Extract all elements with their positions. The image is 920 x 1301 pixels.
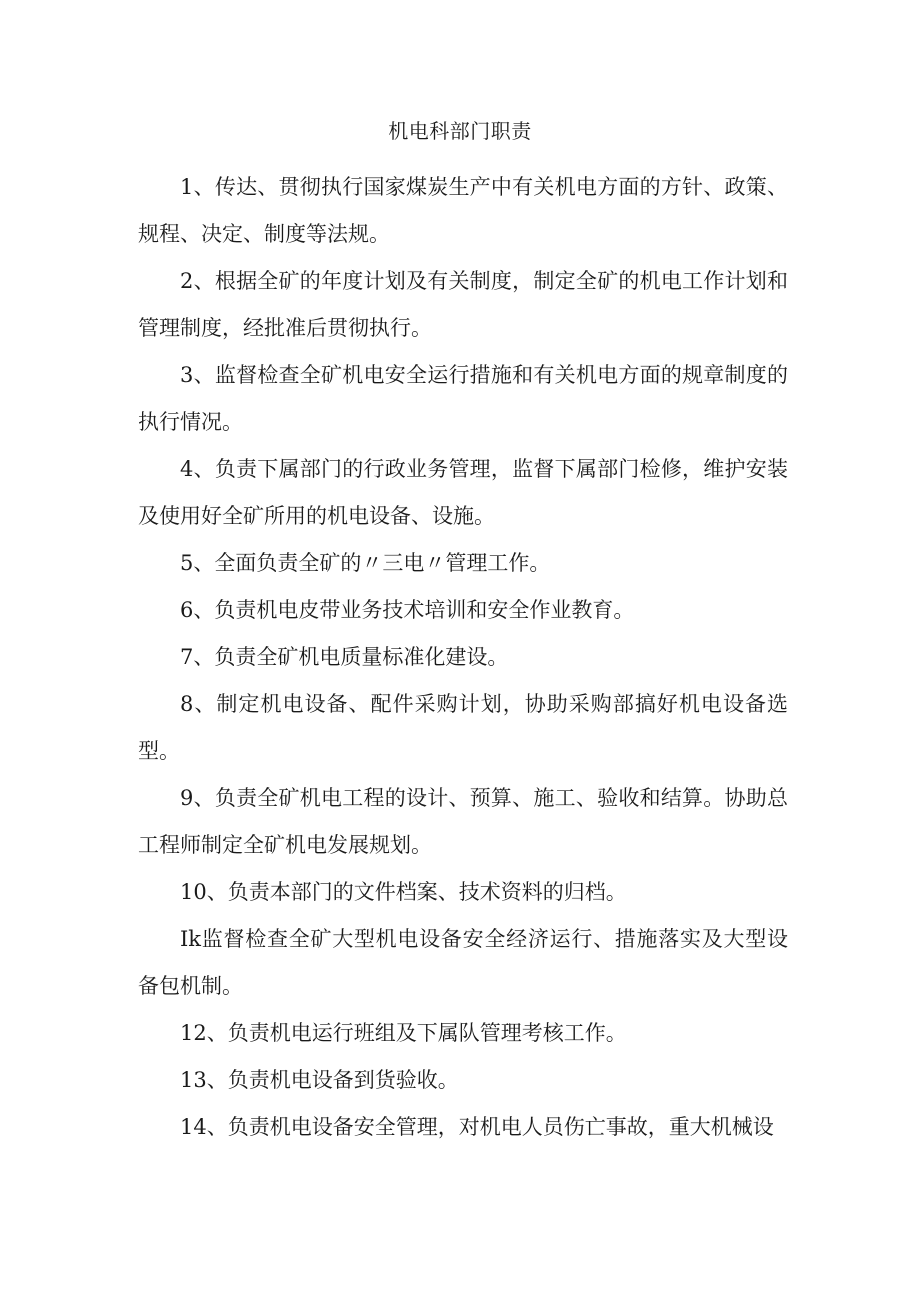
duty-item-8: 8、制定机电设备、配件采购计划，协助采购部搞好机电设备选型。 <box>138 692 788 763</box>
duty-item-14: 14、负责机电设备安全管理，对机电人员伤亡事故，重大机械设 <box>180 1115 774 1139</box>
duty-item-3: 3、监督检查全矿机电安全运行措施和有关机电方面的规章制度的执行情况。 <box>138 363 788 434</box>
document-body <box>138 164 788 1151</box>
duty-item-6: 6、负责机电皮带业务技术培训和安全作业教育。 <box>180 598 635 622</box>
duty-item-4: 4、负责下属部门的行政业务管理，监督下属部门检修，维护安装及使用好全矿所用的机电设备、设施。 <box>138 457 788 528</box>
duty-item-2: 2、根据全矿的年度计划及有关制度，制定全矿的机电工作计划和管理制度，经批准后贯彻执行。 <box>138 269 788 340</box>
duty-item-1: 1、传达、贯彻执行国家煤炭生产中有关机电方面的方针、政策、规程、决定、制度等法规。 <box>138 175 788 246</box>
document-title: 机电科部门职责 <box>388 119 532 143</box>
duty-item-10: 10、负责本部门的文件档案、技术资料的归档。 <box>180 880 627 904</box>
duty-item-7: 7、负责全矿机电质量标准化建设。 <box>180 645 509 669</box>
duty-item-5: 5、全面负责全矿的〃三电〃管理工作。 <box>180 551 551 575</box>
duty-item-13: 13、负责机电设备到货验收。 <box>180 1068 459 1092</box>
duty-item-12: 12、负责机电运行班组及下属队管理考核工作。 <box>180 1021 627 1045</box>
duty-item-9: 9、负责全矿机电工程的设计、预算、施工、验收和结算。协助总工程师制定全矿机电发展规划。 <box>138 786 788 857</box>
duty-item-11: Ik监督检查全矿大型机电设备安全经济运行、措施落实及大型设备包机制。 <box>138 927 788 998</box>
